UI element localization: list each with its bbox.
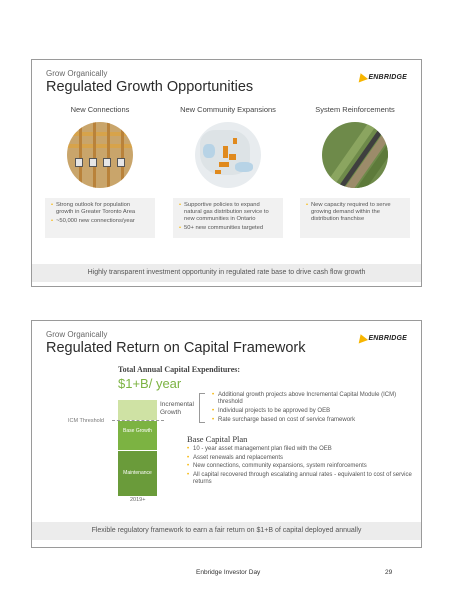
- column-label: System Reinforcements: [315, 105, 395, 114]
- bullet-item: • Asset renewals and replacements: [187, 455, 412, 462]
- bullet-item: • ~50,000 new connections/year: [51, 218, 149, 225]
- bullet-item: • Rate surcharge based on cost of service framework: [212, 417, 412, 424]
- slide-title: Regulated Return on Capital Framework: [46, 340, 306, 356]
- base-plan-items: [187, 446, 412, 488]
- icm-threshold-label: ICM Threshold: [68, 418, 104, 424]
- column-label: New Community Expansions: [180, 105, 276, 114]
- bullet-item: • All capital recovered through escalating annual rates - equivalent to cost of service returns: [187, 472, 412, 486]
- slide-kicker: Grow Organically: [46, 69, 108, 78]
- enbridge-flame-icon: [356, 333, 368, 344]
- pipeline-field-photo: [322, 122, 388, 188]
- column-system-reinforcements: [300, 105, 410, 238]
- enbridge-flame-icon: [356, 72, 368, 83]
- capex-title: Total Annual Capital Expenditures:: [118, 365, 241, 374]
- slide-banner: Flexible regulatory framework to earn a fair return on $1+B of capital deployed annually: [32, 522, 421, 540]
- column-card: [45, 198, 155, 238]
- bullet-item: • Individual projects to be approved by OEB: [212, 408, 412, 415]
- capex-value: $1+B/ year: [118, 376, 182, 391]
- slide-return-on-capital: [31, 320, 422, 548]
- bullet-item: • Additional growth projects above Incremental Capital Module (ICM) threshold: [212, 392, 412, 406]
- footer-title: Enbridge Investor Day: [196, 569, 261, 576]
- base-growth-block: Base Growth: [118, 421, 157, 450]
- bullet-item: • 50+ new communities targeted: [179, 225, 277, 232]
- bullet-item: • 10 - year asset management plan filed with the OEB: [187, 446, 412, 453]
- incremental-growth-label: Incremental Growth: [160, 401, 194, 416]
- bullet-item: • Supportive policies to expand natural gas distribution service to new communities in Ontario: [179, 202, 277, 223]
- column-card: [300, 198, 410, 238]
- slide-title: Regulated Growth Opportunities: [46, 79, 254, 95]
- year-axis-label: 2019+: [130, 497, 146, 503]
- maintenance-block: Maintenance: [118, 451, 157, 496]
- slide-regulated-growth: [31, 59, 422, 287]
- base-plan-title: Base Capital Plan: [187, 434, 248, 444]
- bullet-item: • New connections, community expansions, system reinforcements: [187, 463, 412, 470]
- bullet-item: • Strong outlook for population growth in Greater Toronto Area: [51, 202, 149, 216]
- gas-meters-photo: [67, 122, 133, 188]
- incremental-bracket: [199, 393, 205, 423]
- enbridge-logo: ENBRIDGE: [357, 334, 407, 342]
- page-number: 29: [385, 569, 393, 576]
- column-community-expansions: [173, 105, 283, 238]
- column-new-connections: [45, 105, 155, 238]
- ontario-map: [195, 122, 261, 188]
- slide-banner: Highly transparent investment opportunity in regulated rate base to drive cash flow growth: [32, 264, 421, 282]
- column-card: [173, 198, 283, 238]
- incremental-items: [212, 392, 412, 425]
- incremental-growth-block: [118, 400, 157, 420]
- slide-kicker: Grow Organically: [46, 330, 108, 339]
- column-label: New Connections: [70, 105, 130, 114]
- bullet-item: • New capacity required to serve growing demand within the distribution franchise: [306, 202, 404, 223]
- enbridge-logo: ENBRIDGE: [357, 73, 407, 81]
- icm-threshold-line: [112, 420, 164, 421]
